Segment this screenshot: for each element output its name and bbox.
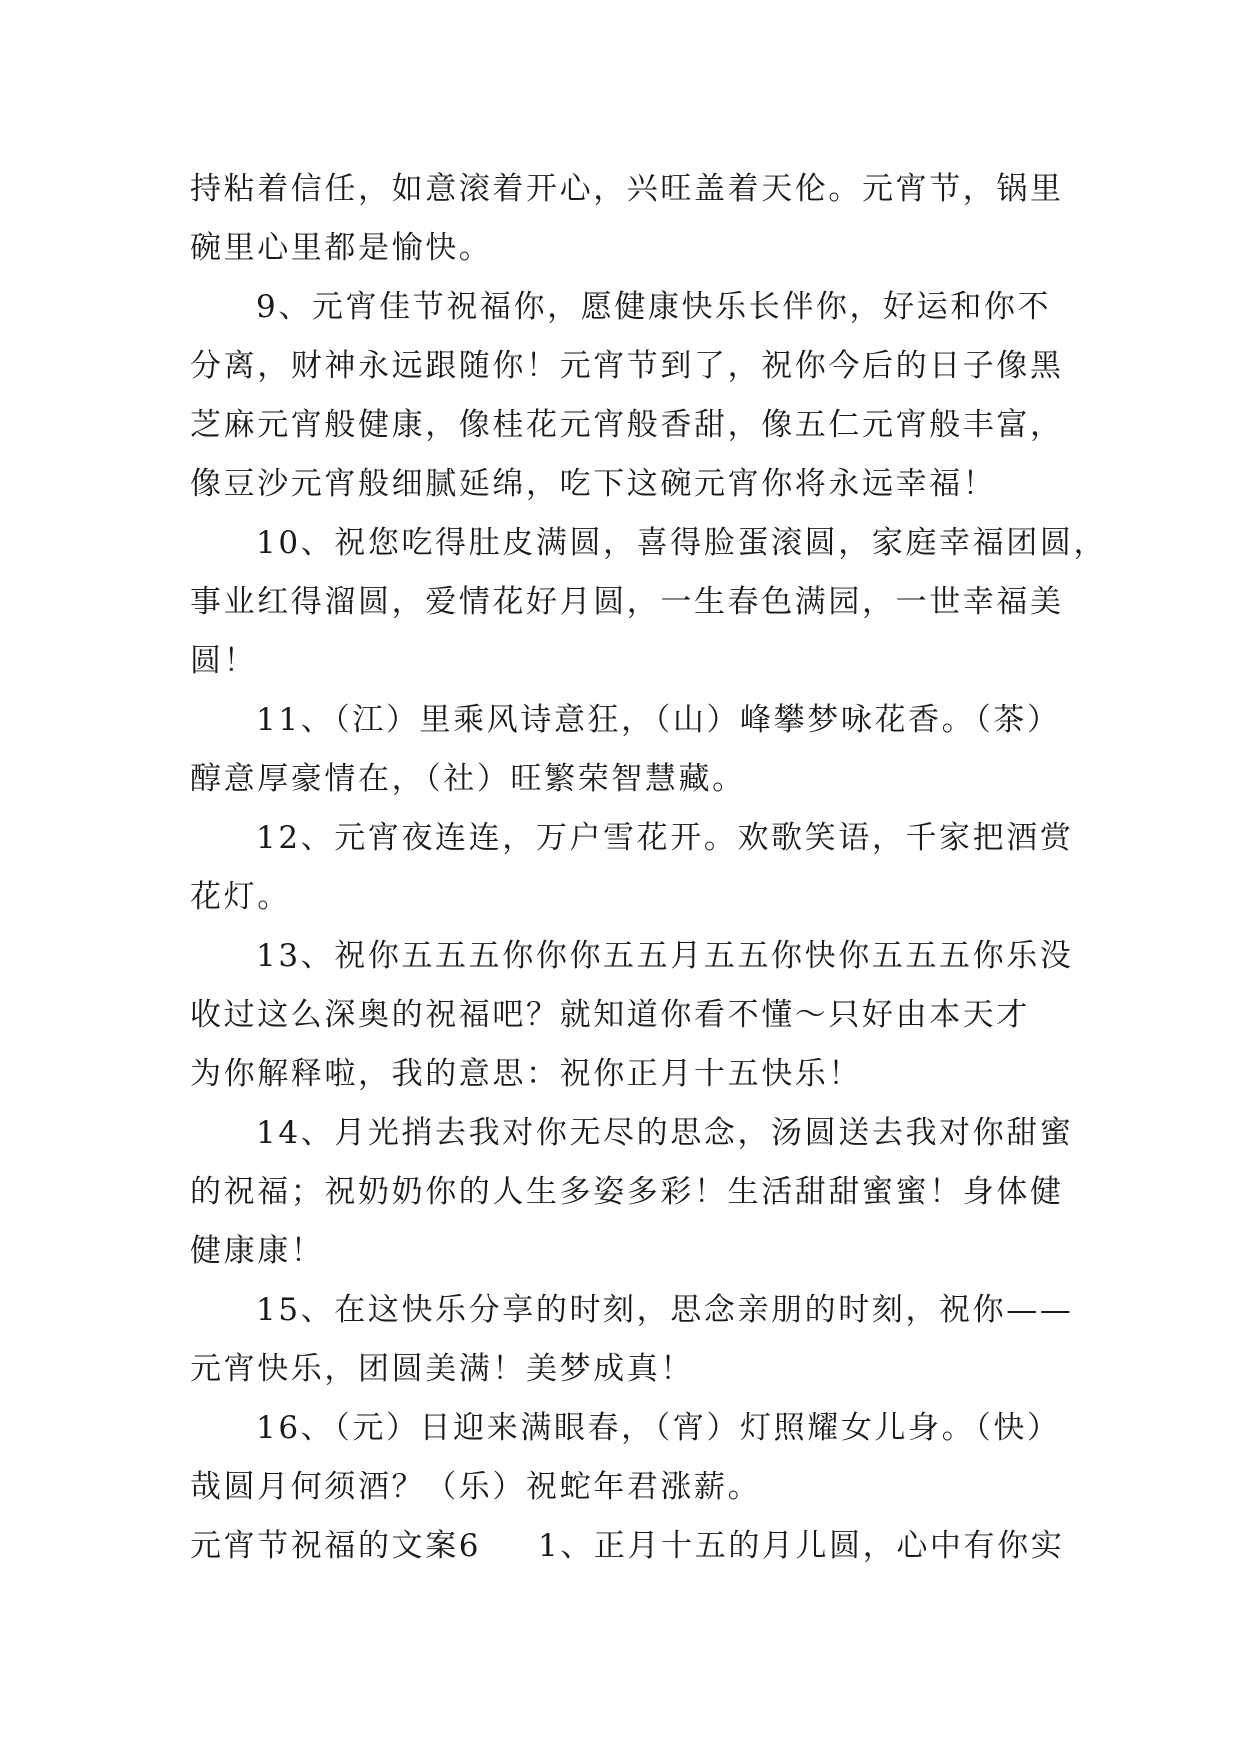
text-line: 12、元宵夜连连，万户雪花开。欢歌笑语，千家把酒赏	[256, 820, 1074, 856]
text-line: 持粘着信任，如意滚着开心，兴旺盖着天伦。元宵节，锅里	[190, 171, 1064, 207]
text-line: 为你解释啦，我的意思：祝你正月十五快乐！	[190, 1056, 862, 1092]
text-line: 收过这么深奥的祝福吧？就知道你看不懂～只好由本天才	[190, 997, 1030, 1033]
text-line: 分离，财神永远跟随你！元宵节到了，祝你今后的日子像黑	[190, 348, 1064, 384]
text-line: 15、在这快乐分享的时刻，思念亲朋的时刻，祝你——	[256, 1292, 1074, 1328]
text-line: 14、月光捎去我对你无尽的思念，汤圆送去我对你甜蜜	[256, 1115, 1074, 1151]
text-line: 圆！	[190, 643, 258, 679]
text-line: 11、（江）里乘风诗意狂，（山）峰攀梦咏花香。（茶）	[256, 702, 1061, 738]
text-line: 10、祝您吃得肚皮满圆，喜得脸蛋滚圆，家庭幸福团圆，	[256, 525, 1108, 561]
section-heading-line	[190, 1517, 1065, 1576]
text-line: 哉圆月何须酒？（乐）祝蛇年君涨薪。	[190, 1469, 762, 1505]
text-line: 醇意厚豪情在，（社）旺繁荣智慧藏。	[190, 761, 746, 797]
section-first-line: 1、正月十五的月儿圆，心中有你实	[538, 1528, 1065, 1564]
text-line: 花灯。	[190, 879, 291, 915]
text-line: 13、祝你五五五你你你五五月五五你快你五五五你乐没	[256, 938, 1074, 974]
text-line: 的祝福；祝奶奶你的人生多姿多彩！生活甜甜蜜蜜！身体健	[190, 1174, 1064, 1210]
text-line: 9、元宵佳节祝福你，愿健康快乐长伴你，好运和你不	[256, 289, 1052, 325]
text-line: 碗里心里都是愉快。	[190, 230, 493, 266]
text-line: 元宵快乐，团圆美满！美梦成真！	[190, 1351, 694, 1387]
text-line: 芝麻元宵般健康，像桂花元宵般香甜，像五仁元宵般丰富，	[190, 407, 1064, 443]
section-heading: 元宵节祝福的文案6	[190, 1528, 482, 1564]
document-body	[190, 160, 1108, 1576]
text-line: 健康康！	[190, 1233, 325, 1269]
text-line: 事业红得溜圆，爱情花好月圆，一生春色满园，一世幸福美	[190, 584, 1064, 620]
text-line: 16、（元）日迎来满眼春，（宵）灯照耀女儿身。（快）	[256, 1410, 1061, 1446]
text-line: 像豆沙元宵般细腻延绵，吃下这碗元宵你将永远幸福！	[190, 466, 997, 502]
